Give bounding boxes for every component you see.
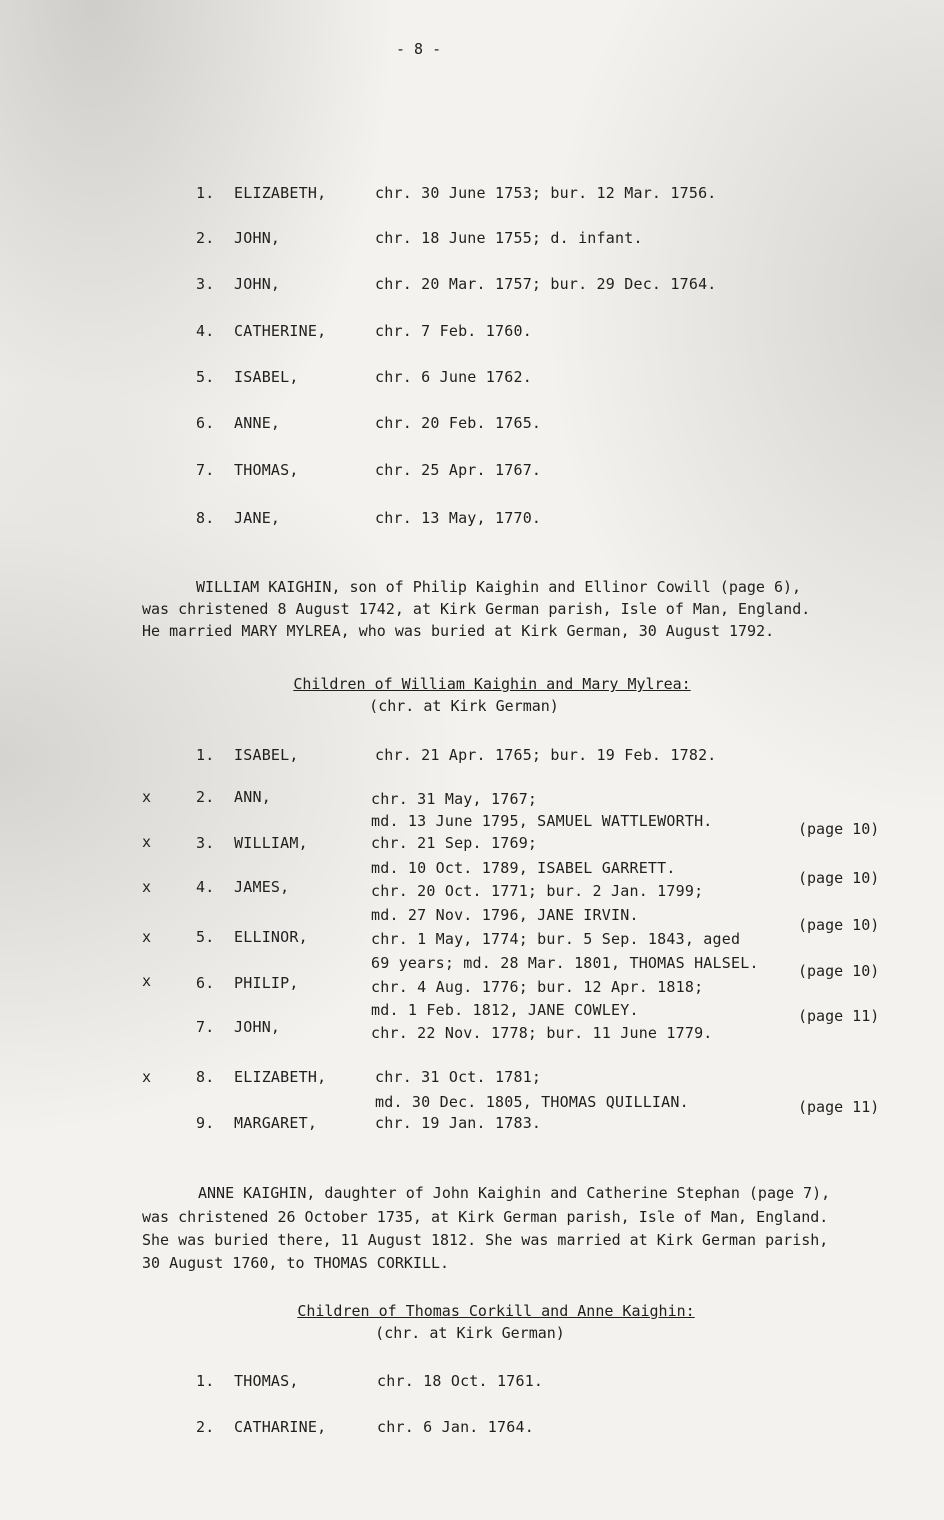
list-item-detail: chr. 18 June 1755; d. infant. — [375, 229, 643, 247]
list-item-number: 3. — [196, 834, 215, 852]
list-item-number: 5. — [196, 928, 215, 946]
list-item-detail: chr. 21 Sep. 1769; — [371, 834, 538, 852]
paragraph-line: He married MARY MYLREA, who was buried at Kirk German, 30 August 1792. — [142, 622, 775, 640]
list-item-detail: chr. 6 Jan. 1764. — [377, 1418, 534, 1436]
list-item-detail: chr. 31 Oct. 1781; — [375, 1068, 542, 1086]
paragraph-line: was christened 26 October 1735, at Kirk German parish, Isle of Man, England. — [142, 1208, 829, 1226]
list-item-name: CATHARINE, — [234, 1418, 327, 1436]
list-item-number: 7. — [196, 461, 215, 479]
paragraph-line: She was buried there, 11 August 1812. She was married at Kirk German parish, — [142, 1231, 829, 1249]
list-item-detail: chr. 1 May, 1774; bur. 5 Sep. 1843, aged — [371, 930, 741, 948]
page-reference: (page 11) — [798, 1007, 880, 1025]
section-subheading: (chr. at Kirk German) — [369, 697, 559, 715]
page-number: - 8 - — [396, 40, 442, 58]
list-item-detail: 69 years; md. 28 Mar. 1801, THOMAS HALSEL. — [371, 954, 759, 972]
list-item-name: ISABEL, — [234, 368, 299, 386]
list-item-detail: chr. 13 May, 1770. — [375, 509, 542, 527]
list-item-name: ISABEL, — [234, 746, 299, 764]
section-heading — [212, 675, 772, 693]
list-item-name: JAMES, — [234, 878, 290, 896]
list-item-detail: chr. 6 June 1762. — [375, 368, 532, 386]
list-item-detail: md. 30 Dec. 1805, THOMAS QUILLIAN. — [375, 1093, 689, 1111]
list-item-name: JOHN, — [234, 1018, 281, 1036]
heading-text: Children of Thomas Corkill and Anne Kaighin: — [297, 1302, 695, 1320]
list-item-name: MARGARET, — [234, 1114, 318, 1132]
list-item-number: 1. — [196, 746, 215, 764]
list-item-number: 7. — [196, 1018, 215, 1036]
paragraph-line: 30 August 1760, to THOMAS CORKILL. — [142, 1254, 450, 1272]
list-item-name: THOMAS, — [234, 1372, 299, 1390]
section-heading — [216, 1302, 776, 1320]
paragraph-line: was christened 8 August 1742, at Kirk German parish, Isle of Man, England. — [142, 600, 811, 618]
marker-x: x — [142, 972, 152, 990]
marker-x: x — [142, 928, 152, 946]
list-item-number: 1. — [196, 1372, 215, 1390]
list-item-number: 9. — [196, 1114, 215, 1132]
page-reference: (page 11) — [798, 1098, 880, 1116]
list-item-detail: chr. 21 Apr. 1765; bur. 19 Feb. 1782. — [375, 746, 717, 764]
heading-text: Children of William Kaighin and Mary Mylrea: — [293, 675, 691, 693]
list-item-name: CATHERINE, — [234, 322, 327, 340]
page-reference: (page 10) — [798, 962, 880, 980]
list-item-detail: chr. 7 Feb. 1760. — [375, 322, 532, 340]
list-item-detail: md. 10 Oct. 1789, ISABEL GARRETT. — [371, 859, 676, 877]
list-item-name: JANE, — [234, 509, 281, 527]
list-item-number: 6. — [196, 974, 215, 992]
page-reference: (page 10) — [798, 869, 880, 887]
list-item-name: ELIZABETH, — [234, 184, 327, 202]
page-reference: (page 10) — [798, 916, 880, 934]
list-item-detail: md. 13 June 1795, SAMUEL WATTLEWORTH. — [371, 812, 713, 830]
marker-x: x — [142, 833, 152, 851]
list-item-number: 4. — [196, 322, 215, 340]
list-item-detail: chr. 4 Aug. 1776; bur. 12 Apr. 1818; — [371, 978, 704, 996]
list-item-detail: chr. 31 May, 1767; — [371, 790, 538, 808]
list-item-detail: chr. 20 Oct. 1771; bur. 2 Jan. 1799; — [371, 882, 704, 900]
list-item-detail: chr. 25 Apr. 1767. — [375, 461, 542, 479]
page-reference: (page 10) — [798, 820, 880, 838]
marker-x: x — [142, 788, 152, 806]
list-item-name: ANN, — [234, 788, 271, 806]
list-item-number: 8. — [196, 1068, 215, 1086]
list-item-name: WILLIAM, — [234, 834, 308, 852]
list-item-detail: chr. 18 Oct. 1761. — [377, 1372, 544, 1390]
list-item-name: THOMAS, — [234, 461, 299, 479]
list-item-detail: chr. 20 Mar. 1757; bur. 29 Dec. 1764. — [375, 275, 717, 293]
list-item-detail: chr. 19 Jan. 1783. — [375, 1114, 542, 1132]
list-item-detail: md. 27 Nov. 1796, JANE IRVIN. — [371, 906, 639, 924]
list-item-name: PHILIP, — [234, 974, 299, 992]
list-item-name: ELLINOR, — [234, 928, 308, 946]
list-item-number: 2. — [196, 1418, 215, 1436]
list-item-name: ELIZABETH, — [234, 1068, 327, 1086]
section-subheading: (chr. at Kirk German) — [375, 1324, 565, 1342]
marker-x: x — [142, 1068, 152, 1086]
paragraph-line: ANNE KAIGHIN, daughter of John Kaighin and Catherine Stephan (page 7), — [198, 1184, 831, 1202]
list-item-name: JOHN, — [234, 229, 281, 247]
list-item-name: JOHN, — [234, 275, 281, 293]
list-item-number: 8. — [196, 509, 215, 527]
list-item-number: 5. — [196, 368, 215, 386]
list-item-number: 2. — [196, 229, 215, 247]
list-item-number: 6. — [196, 414, 215, 432]
list-item-detail: md. 1 Feb. 1812, JANE COWLEY. — [371, 1001, 639, 1019]
list-item-detail: chr. 30 June 1753; bur. 12 Mar. 1756. — [375, 184, 717, 202]
list-item-number: 3. — [196, 275, 215, 293]
list-item-number: 1. — [196, 184, 215, 202]
paragraph-line: WILLIAM KAIGHIN, son of Philip Kaighin and Ellinor Cowill (page 6), — [196, 578, 802, 596]
list-item-number: 4. — [196, 878, 215, 896]
list-item-detail: chr. 20 Feb. 1765. — [375, 414, 542, 432]
list-item-name: ANNE, — [234, 414, 281, 432]
list-item-number: 2. — [196, 788, 215, 806]
marker-x: x — [142, 878, 152, 896]
list-item-detail: chr. 22 Nov. 1778; bur. 11 June 1779. — [371, 1024, 713, 1042]
